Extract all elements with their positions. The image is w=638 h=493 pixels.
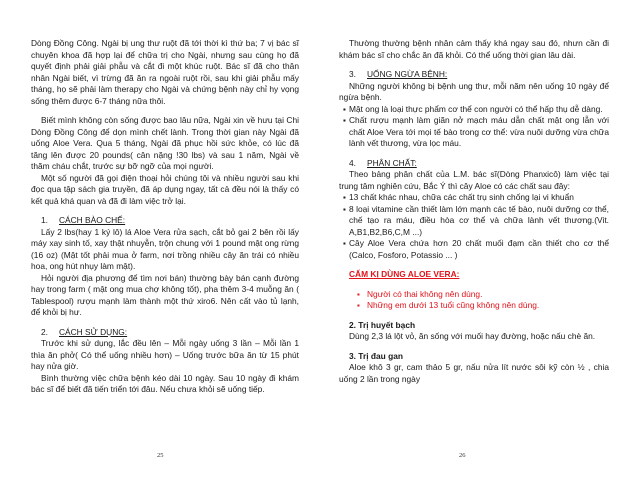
bullet-item: ▪ Mật ong là loại thực phẩm cơ thể con người có thể hấp thụ dễ dàng.: [339, 104, 609, 116]
paragraph: Aloe khô 3 gr, cam thảo 5 gr, nấu nửa lít nước sôi kỹ còn ½ , chia uống 2 lần trong ngày: [339, 362, 609, 384]
bullet-item: ▪ Chất rượu mạnh làm giãn nở mạch máu dẫn chất mật ong lẫn với chất Aloe Vera tới mọi tế bào trong cơ thể: vừa nuôi dưỡng vừa chữa lành vết thương, vừa lọc máu.: [339, 115, 609, 150]
right-page: [339, 38, 609, 385]
bullet-item: ▪ 8 loại vitamine cần thiết làm lớn mạnh các tế bào, nuôi dưỡng cơ thể, chế tạo ra máu, điều hòa cơ thể và chữa lành vết thương.(Vit. A,B1,B2,B6,C,M ...): [339, 204, 609, 239]
warning-heading: CẤM KỊ DÙNG ALOE VERA:: [349, 269, 460, 279]
section-heading-usage: 2. CÁCH SỬ DỤNG:: [41, 326, 128, 337]
paragraph: Bình thường việc chữa bệnh kéo dài 10 ngày. Sau 10 ngày đi khám bác sĩ để biết đã tiến triển tới đâu. Nếu chưa khỏi sẽ uống tiếp.: [31, 372, 299, 394]
paragraph: Theo bảng phân chất của L.M. bác sĩ(Dòng Phanxicô) làm việc tại trung tâm nghiên cứu, Bắc Ý thì cây Aloe có các chất sau đây:: [339, 169, 609, 191]
section-heading-composition: 4. PHÂN CHẤT:: [349, 157, 417, 168]
paragraph: Lấy 2 lbs(hay 1 ký lô) lá Aloe Vera rửa sạch, cắt bỏ gai 2 bên rồi lấy máy xay sinh tố, xay thật nhuyễn, trộn chung với 1 pound mật ong rừng (16 oz) (Mật tốt phải mua ở farm, nơi trồng nhiều cây ăn trái có nhiều hoa, ong hút nhụy làm mật).: [31, 226, 299, 271]
left-page: [31, 38, 299, 396]
warning-item: ▪ Những em dưới 13 tuổi cũng không nên dùng.: [339, 300, 609, 312]
section-heading-preparation: 1. CÁCH BÀO CHẾ:: [41, 215, 126, 225]
page-number: 26: [459, 452, 466, 459]
paragraph: Một số người đã gọi điện thoại hỏi chúng tôi và nhiều người sau khi đọc qua tập sách gia truyền, đã áp dụng ngay, tất cả đều nói là thấy có kết quả khá quan và đã đi làm việc trở lại.: [31, 172, 299, 206]
remedy-heading: 2. Trị huyết bạch: [349, 319, 416, 330]
remedy-heading: 3. Trị đau gan: [349, 350, 403, 361]
paragraph: Biết mình không còn sống được bao lâu nữa, Ngài xin về hưu tại Chi Dòng Đồng Công để dọn mình chết lành. Trong thời gian này Ngài đã uống Aloe Vera. Qua 5 tháng, Ngài đã phục hồi sức khỏe, có lúc đã tăng lên được 20 pounds( cân nặng !30 lbs) và sau 1 năm, Ngài về thăm cháu chắt, trước sự bỡ ngỡ của mọi người.: [31, 115, 299, 171]
paragraph: Trước khi sử dụng, lắc đều lên – Mỗi ngày uống 3 lần – Mỗi lần 1 thìa ăn phở( Có thể uống nhiều hơn) – Uống trước bữa ăn từ 15 phút hay nửa giờ.: [31, 338, 299, 371]
section-heading-prevention: 3. UỐNG NGỪA BỆNH:: [349, 69, 448, 79]
paragraph: Dùng 2,3 lá lột vỏ, ăn sống với muối hay đường, hoặc nấu chè ăn.: [349, 331, 596, 341]
paragraph: Hỏi người địa phương để tìm nơi bán) thường bày bán cạnh đường hay trong farm ( mật ong mua chợ không tốt), pha thêm 3-4 muỗng ăn ( Tablespool) rượu mạnh làm thành một thứ xiro6. Nên cất vào tủ lạnh, để khỏi bị hư.: [31, 272, 299, 317]
paragraph: Dòng Đồng Công. Ngài bị ung thư ruột đã tới thời kì thứ ba; 7 vị bác sĩ chuyên khoa đã hợp lại để chữa trị cho Ngài, nhưng sau cùng họ đã quyết định phải giải phẫu và cắt đi một khúc ruột. Bác sĩ đã cho thân nhân Ngài biết, vì trừng đã ăn ra ngoài ruột rồi, sau khi giải phẫu mấy tháng, họ sẽ phải làm therapy cho Ngài và chứng bệnh này chỉ hy vọng sống thêm được 6-7 tháng nữa thôi.: [31, 38, 299, 106]
bullet-item: ▪ 13 chất khác nhau, chữa các chất trụ sinh chống lại vi khuẩn: [339, 192, 609, 204]
paragraph: Thường thường bệnh nhân cảm thấy khá ngay sau đó, nhưn cần đi khám bác sĩ cho chắc ăn đã khỏi. Có thể uống thời gian lâu dài.: [339, 38, 609, 60]
paragraph: Những người không bị bệnh ung thư, mỗi năm nên uống 10 ngày để ngừa bệnh.: [339, 80, 609, 102]
warning-item: ▪ Người có thai không nên dùng.: [339, 289, 609, 301]
page-number: 25: [157, 452, 164, 459]
bullet-item: ▪ Cây Aloe Vera chứa hơn 20 chất muối đạm cần thiết cho cơ thể (Calco, Fosforo, Potassio ... ): [339, 238, 609, 261]
